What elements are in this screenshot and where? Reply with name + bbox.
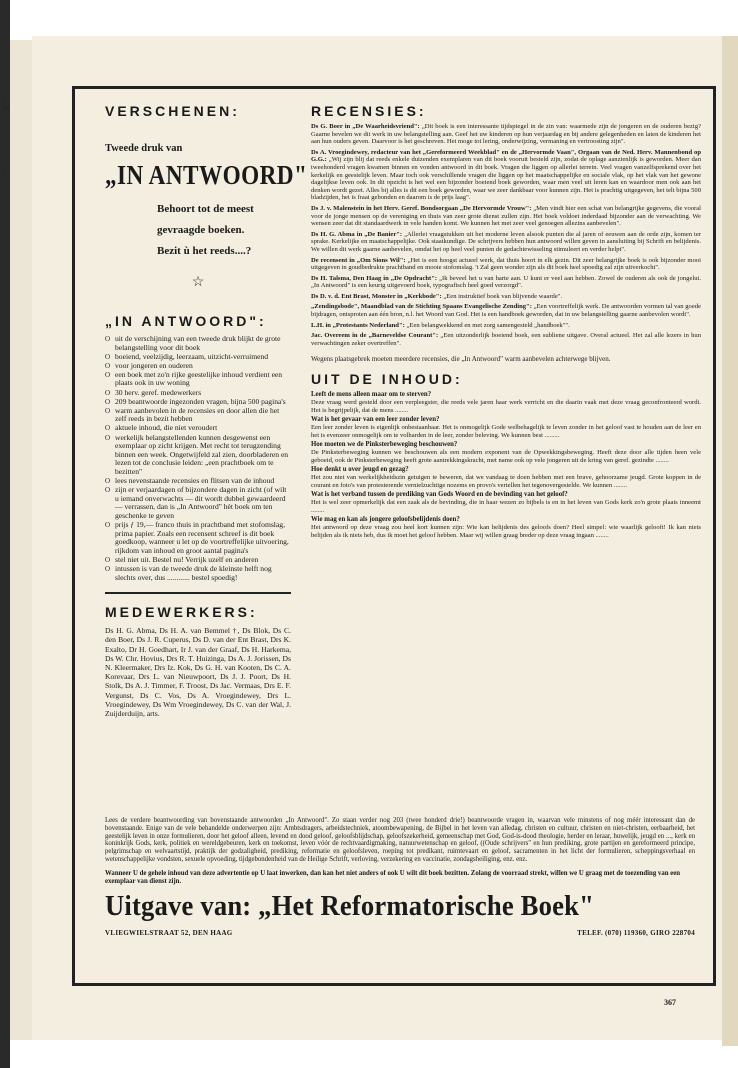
qa-question: Hoe moeten we de Pinksterbeweging beschouwen? [311, 441, 458, 449]
list-item: O aktuele inhoud, die niet veroudert [105, 424, 291, 433]
margin-fragment: De [2, 106, 9, 112]
pitch [157, 199, 291, 262]
review [311, 149, 701, 202]
divider [105, 592, 291, 594]
review-text: „Het is een hoogst actueel werk, dat thuis hoort in elk gezin. Dit zeer belangrijke boek is ook bijzonder mooi uitgegeven in goudbedrukte prachtband en mooie stofomslag. 't Zal geen wonder zijn als dit boek heel spoedig zal zijn uitverkocht". [311, 256, 701, 272]
review-text: „Men vindt hier een schat van belangrijke gegevens, die vooral voor de jonge mensen op de vereniging en thuis van zeer grote dienst zullen zijn. Het boek voldoet inderdaad bijzonder aan de verwachting. We wensen zeer dat dit standaardwerk in vele handen komt. We kunnen het met zeer veel genoegen allezins aanbevelen". [311, 204, 701, 228]
qa-answer: Deze vraag werd gesteld door een verpleegster, die reeds vele jaren haar werk verricht en die daarin vaak met deze vraag geconfronteerd wordt. Het is begrijpelijk, dat de mens ........ [311, 399, 701, 414]
qa-answer: Het antwoord op deze vraag zou heel kort kunnen zijn: Wie kan belijdenis des geloofs doen? Heel simpel: wie waarlijk gelooft! Ik kan niets belijden als ik niets heb, dus ik moet het geloof hebben. Maar wij willen graag breder op deze vraag ingaan ........ [311, 524, 701, 539]
list-item: O warm aanbevolen in de recensies en door allen die het zelf reeds in bezit hebben [105, 407, 291, 424]
verschenen-heading: VERSCHENEN: [105, 103, 240, 119]
review-text: „Ik beveel het u van harte aan. U kunt er veel aan hebben. Zowel de ouderen als ook de jongelui. „In Antwoord" is een keurig uitgevoerd boek, typografisch heel goed verzorgd". [311, 274, 701, 290]
review [311, 123, 701, 146]
review [311, 257, 701, 272]
review-source: „Zendingsbode", Maandblad van de Stichting Spaans Evangelische Zending": [311, 303, 532, 311]
review [311, 303, 701, 318]
review [311, 332, 701, 347]
review-source: L.H. in „Protestants Nederland": [311, 321, 405, 329]
inhoud-heading: UIT DE INHOUD: [311, 371, 463, 388]
qa-answer: Het zou niet van werkelijkheidszin getuigen te beweren, dat we vandaag te doen hebben met een brave, gehoorzame jeugd. Grote koppen in de courant en foto's van protesterende vernielzuchtige nozems en provo's vertellen het tegenovergestelde. We kunnen ........ [311, 474, 701, 489]
topics-paragraph: Lees de verdere beantwoording van bovenstaande antwoorden „In Antwoord". Zo staan verder nog 203 (twee honderd drie!) beantwoorde vragen in, waarvan vele minstens of nog méér interessant dan de bovenstaande. Enige van de vele behandelde onderwerpen zijn: Ambtsdragers, arbeidstechniek, atoombewapening, de Bijbel in het leven van alledag, christen en cultuur, christen en niet-christen, eerbaarheid, het geestelijk leven in onze formulieren, door het geloof alleen, levend en dood geloof, geloofsblijdschap, geloofszekerheid, gemeenschap met God, God-is-dood theologie, herder en leraar, huwelijk, jeugd en ..., kerk en koninkrijk Gods, kerk, politiek en wereldgebeuren, kerk en toekomst, leven vóór de rechtvaardigmaking, natuurwetenschap en geloof, ((Oude schrijvers" en hun prediking, grote partijen en gereformeerd principe, pelgrimschap en welvaartstijd, praktijk der godzaligheid, prediking, reformatie en geloofsleven, roeping tot predikant, ruimtevaart en geloof, sacramenten in het licht der formulieren, scheppingsverhaal en wetenschappelijke vondsten, sexuele opvoeding, tijdgebondenheid van de Heilige Schrift, verloving, verzekering en vaccinatie, zondagsheiliging, enz. enz. [105, 817, 695, 863]
review-text: „Een uitzonderlijk boeiend boek, een subliene uitgave. Overal actueel. Het zal alle lezers in hun verwachtingen zeker overtreffen". [311, 332, 701, 347]
list-item: O een boek met zo'n rijke geestelijke inhoud verdient een plaats ook in uw woning [105, 371, 291, 388]
right-column [311, 103, 701, 541]
qa-answer: De Pinksterbeweging kunnen we beschouwen als een modern exponent van de Opwekkingsbeweging. Heeft deze door alle tijden heen vele geboeid, ook de Pinksterbeweging heeft grote aantrekkingskracht, met name ook op vele jongeren uit de kring van geref. gezindte ........ [311, 449, 701, 464]
pitch-line: gevraagde boeken. [157, 224, 245, 236]
qa-answer: Het is wel zeer opmerkelijk dat een zaak als de bevinding, die in haar wezen zo bijbels is en in het leven van Gods kerk zo'n grote plaats inneemt ........ [311, 499, 701, 514]
list-item: O boeiend, veelzijdig, leerzaam, uitzicht-verruimend [105, 353, 291, 362]
review-source: Ds G. Boer in „De Waarheidsvriend": [311, 123, 420, 130]
review-text: „Allerlei vraagstukken uit het moderne leven alsook punten die al jaren of eeuwen aan de orde zijn, komen ter sprake. Kerkelijke en maatschappelijke. Ook staatkundige. De schrijvers hebben hun antwoord willen geven in aansluiting bij Schrift en belijdenis. We willen dit werk gaarne aanbevelen, omdat het op heel veel punten de gedachtewisseling stimuleert en verder helpt". [311, 230, 701, 253]
list-item: O voor jongeren en ouderen [105, 362, 291, 371]
left-column [105, 103, 308, 718]
publisher-name: Uitgave van: „Het Reformatorische Boek" [105, 891, 595, 923]
list-item: O 209 beantwoorde ingezonden vragen, bijna 500 pagina's [105, 398, 291, 407]
publisher-footer [105, 929, 695, 937]
review-source: Ds H. Talsma, Den Haag in „De Opdracht": [311, 274, 438, 282]
publisher-address: VLIEGWIELSTRAAT 52, DEN HAAG [105, 929, 233, 938]
review [311, 231, 701, 254]
review-note: Wegens plaatsgebrek moeten meerdere recensies, die „In Antwoord" warm aanbevelen achterwege blijven. [311, 355, 611, 364]
review-text: „Dit boek is een interessante tijdspiegel in de zin van: waarmede zijn de jongeren en de ouderen bezig? Gaarne bevelen we dit werk in uw belangstelling aan. Geef het uw kinderen op hun verjaardag en bij andere gelegenheden en laten de kinderen het aan hun ouders geven. Daarvoor is het geschreven. Het moge tot lering, onderwijzing, vermaning en vertroosting zijn". [311, 123, 701, 146]
previous-page-edge [10, 40, 32, 1040]
book-spine-left [0, 0, 10, 1068]
qa-question: Hoe denkt u over jeugd en gezag? [311, 466, 409, 474]
page-number: 367 [664, 998, 676, 1007]
margin-fragment: t, [2, 98, 6, 104]
in-antwoord-list-heading: „IN ANTWOORD": [105, 313, 267, 329]
offer-paragraph: Wanneer U de gehele inhoud van deze advertentie op U laat inwerken, dan kan het niet anders of ook U wilt dit boek bezitten. Zolang de voorraad strekt, willen we U graag met de toezending van een exemplaar van dienst zijn. [105, 869, 681, 885]
book-edge-right [722, 36, 738, 1046]
list-item: O werkelijk belangstellenden kunnen desgewenst een exemplaar op zicht krijgen. Met recht tot terugzending binnen een week. Ongetwijfeld zal zien, doorbladeren en lezen tot de conclusie leiden: „een prachtboek om te bezitten" [105, 434, 291, 477]
review [311, 205, 701, 228]
review-source: Ds A. Vroegindewey, redacteur van het „Gereformeerd Weekblad" en de „Hervormde Vaan", Orgaan van de Ned. Herv. Mannenbond op G.G.: [311, 148, 701, 164]
subtitle: Tweede druk van [105, 143, 183, 154]
advertisement-frame [72, 86, 716, 986]
review [311, 293, 701, 301]
review [311, 322, 701, 330]
review-source: Ds J. v. Malenstein in het Herv. Geref. Bondsorgaan „De Hervormde Vrouw": [311, 204, 532, 212]
recensies-heading: RECENSIES: [311, 103, 427, 119]
medewerkers-heading: MEDEWERKERS: [105, 604, 258, 621]
review-source: De recensent in „Om Sions Wil": [311, 256, 406, 264]
qa-answer: Een leer zonder leven is eigenlijk onbestaanbaar. Het is onmogelijk Gode welbehagelijk te leven zonder in het geloof vast te houden aan de leer en het is evenzeer onmogelijk om te volharden in de leer, zonder beleving. We kunnen best ......... [311, 424, 701, 439]
qa-question: Wie mag en kan als jongere geloofsbelijdenis doen? [311, 516, 460, 524]
qa-question: Wat is het gevaar van een leer zonder leven? [311, 416, 440, 424]
review-text: „Een belangwekkend en met zorg samengesteld „handboek"". [404, 321, 570, 329]
list-item: O zijn er verjaardagen of bijzondere dagen in zicht (of wilt u iemand onverwachts — dit wordt dubbel gewaardeerd — verrassen, dan is „In Antwoord" hèt boek om ten geschenke te geven [105, 486, 291, 520]
list-item: O prijs ƒ 19,— franco thuis in prachtband met stofomslag, prima papier. Zoals een recensent schreef is dit boek goedkoop, wanneer u let op de voortreffelijke uitvoering, rijkdom van inhoud en groot aantal pagina's [105, 521, 291, 555]
review-text: „Een instruktief boek van blijvende waarde". [441, 292, 563, 300]
list-item: O uit de verschijning van een tweede druk blijkt de grote belangstelling voor dit boek [105, 335, 291, 352]
review-source: Jac. Overeem in de „Barneveldse Courant": [311, 332, 439, 340]
list-item: O lees nevenstaande recensies en flitsen van de inhoud [105, 477, 291, 486]
book-title: „IN ANTWOORD" [105, 160, 308, 190]
pitch-line: Behoort tot de meest [157, 203, 254, 215]
bottom-section [105, 817, 695, 937]
list-item: O intussen is van de tweede druk de kleinste helft nog slechts over, dus ............ bestel spoedig! [105, 565, 291, 582]
publisher-contact: TELEF. (070) 119360, GIRO 228704 [577, 929, 695, 938]
review-source: Ds H. G. Abma in „De Banier": [311, 230, 403, 238]
features-list [105, 335, 291, 582]
review [311, 275, 701, 290]
review-text: „Wij zijn blij dat reeds enkele duizenden exemplaren van dit boek vooruit besteld zijn, zodat de oplage aanzienlijk is geworden. Meer dan tweehonderd vragen kwamen binnen en vonden antwoord in dit boek. Vragen die liggen op allerlei terrein. Veel vragen vanzelfsprekend over het kerkelijk en geestelijk leven. Maar toch ook verschillende vragen die liggen op het maatschappelijke en sociale vlak, op het vlak van het gewone dagelijkse leven ook. In dit opzicht is het wel een bijzonder boeiend boek geworden, waar men veel uit leren kan en waardoor men ook aan het denken wordt gezet. Alles bij alles is dit een boek geworden, waar we zeer dankbaar voor kunnen zijn. Het is prachtig uitgegeven, het telt bijna 500 bladzijden, het is fraai gebonden en daarom is de prijs laag". [311, 156, 701, 202]
star-icon: ☆ [191, 275, 205, 290]
review-text: „Een voortreffelijk werk. De antwoorden vormen tal van goede bijdragen, ontsproten aan één bron, n.l. het Woord van God. Het is een handboek geworden, dat in uw belangstelling gaarne aanbevolen wordt". [311, 303, 701, 319]
pitch-line: Bezit ù het reeds....? [157, 245, 252, 257]
review-source: Ds D. v. d. Ent Brast, Monster in „Kerkbode": [311, 292, 442, 300]
qa-question: Wat is het verband tussen de prediking van Gods Woord en de bevinding van het geloof? [311, 491, 568, 499]
margin-fragment: t. [2, 170, 6, 176]
list-item: O 30 herv. geref. medewerkers [105, 389, 291, 398]
qa-question: Leeft de mens alleen maar om te sterven? [311, 391, 432, 399]
list-item: O stel niet uit. Bestel nu! Verrijk uzelf en anderen [105, 556, 291, 565]
contributors-list: Ds H. G. Abma, Ds H. A. van Bemmel †, Ds Blok, Ds C. den Boer, Ds J. R. Cuperus, Ds D. van der Ent Brast, Drs K. Exalto, Dr H. Goedhart, Ir J. van der Graaf, Ds H. Harkema, Ds W. Chr. Hovius, Drs R. T. Huizinga, Ds A. J. Jorissen, Ds N. Kleermaker, Drs Iz. Kok, Ds G. H. van Kooten, Ds C. A. Korevaar, Drs L. van Nieuwpoort, Ds J. J. Poort, Ds H. Stolk, Ds A. J. Timmer, F. Troost, Ds Jac. Vermaas, Drs E. F. Vergunst, Ds C. Vos, Ds A. Vroegindewey, Drs L. Vroegindewey, Ds Wm Vroegindewey, Ds C. van der Wal, J. Zuijderduijn, arts. [105, 626, 291, 718]
